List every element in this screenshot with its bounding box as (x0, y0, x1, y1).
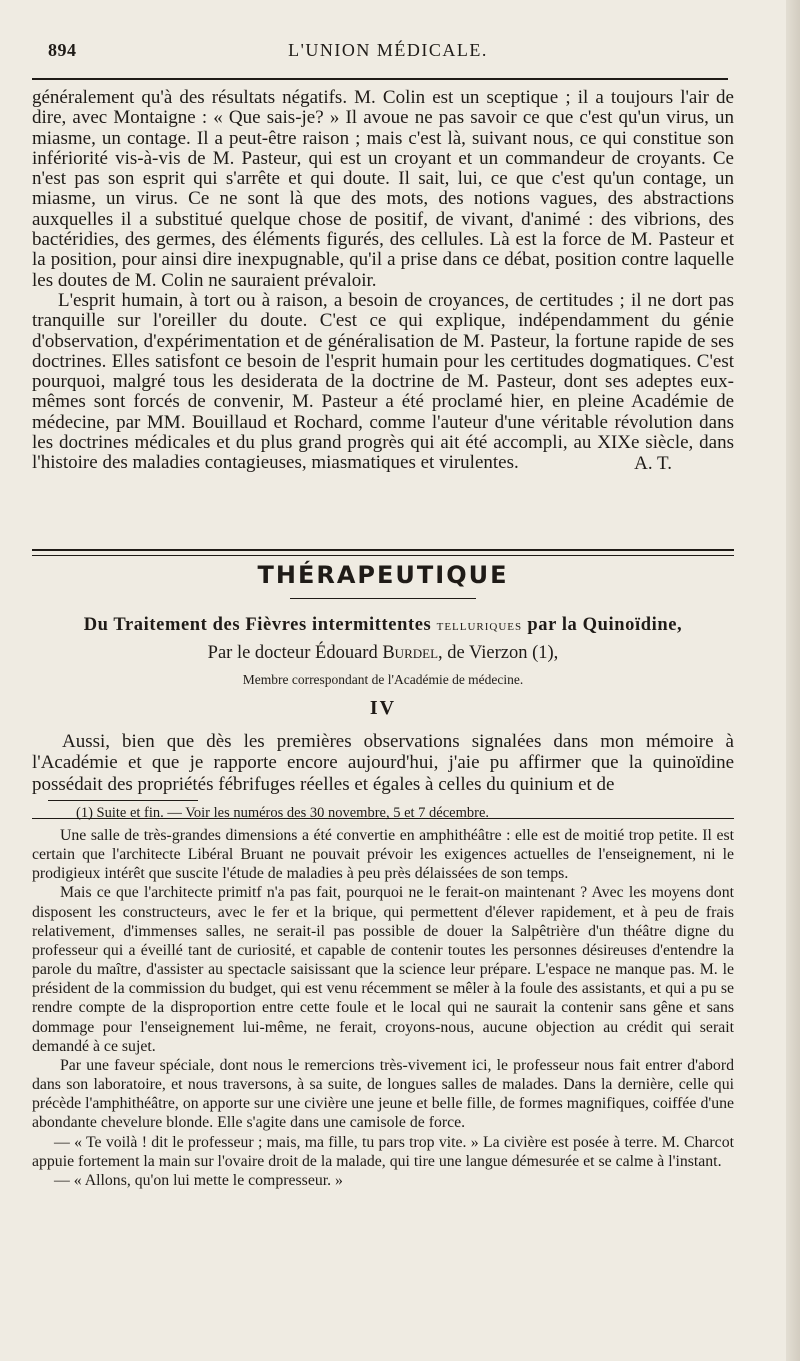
feuilleton-text (32, 826, 734, 1190)
footnote-rule (48, 800, 198, 801)
article-title-small: telluriques (436, 618, 523, 634)
intro-paragraph-1: généralement qu'à des résultats négatifs. M. Colin est un sceptique ; il a toujours l'air de dire, avec Montaigne : « Que sais-je? » Il avoue ne pas savoir ce que c'est qu'un virus, un miasme, un contage. Il a peut-être raison ; mais c'est là, suivant nous, ce qui constitue son infériorité vis-à-vis de M. Pasteur, qui est un croyant et un commandeur de croyants. Ce n'est pas son esprit qui s'arrête et qui doute. Il sait, lui, ce que c'est qu'un contage, un miasme, un virus. Ce ne sont là que des mots, des notions vagues, des abstractions auxquelles il a substitué quelque chose de positif, de vivant, d'animé : des vibrions, des bactéridies, des germes, des éléments figurés, des cellules. Là est la force de M. Pasteur et la position, pour ainsi dire inexpugnable, qu'il a prise dans ce débat, position contre laquelle les doutes de M. Colin ne sauraient prévaloir. (32, 87, 734, 291)
intro-paragraph-2: L'esprit humain, à tort ou à raison, a besoin de croyances, de certitudes ; il ne dort pas tranquille sur l'oreiller du doute. C'est ce qui explique, indépendamment du génie d'observation, d'expérimentation et de généralisation de M. Pasteur, la fortune rapide de ses doctrines. Elles satisfont ce besoin de l'esprit humain pour les certitudes dogmatiques. C'est pourquoi, malgré tous les desiderata de la doctrine de M. Pasteur, dont ses adeptes eux-mêmes sont forcés de convenir, M. Pasteur a été proclamé hier, en pleine Académie de médecine, par MM. Bouillaud et Rochard, comme l'auteur d'une véritable révolution dans les doctrines médicales et du plus grand progrès qui ait été accompli, au XIXe siècle, dans l'histoire des maladies contagieuses, miasmatiques et virulentes. (32, 289, 734, 474)
author-suffix: , de Vierzon (1), (438, 643, 559, 663)
footnote: (1) Suite et fin. — Voir les numéros des 30 novembre, 5 et 7 décembre. (76, 805, 490, 821)
section-title-rule (290, 598, 476, 599)
article-body (32, 731, 734, 795)
feuilleton-paragraph-4: — « Te voilà ! dit le professeur ; mais, ma fille, tu pars trop vite. » La civière est posée à terre. M. Charcot appuie fortement la main sur l'ovaire droit de la malade, qui tire une langue démesurée et se calme à l'instant. (32, 1133, 734, 1170)
page-number: 894 (48, 40, 77, 60)
feuilleton-paragraph-2: Mais ce que l'architecte primitf n'a pas fait, pourquoi ne le ferait-on maintenant ? Avec les moyens dont disposent les constructeurs, avec le fer et la brique, qui permettent d'élever rapidement, et à peu de frais relativement, d'immenses salles, ne serait-il pas possible de douer la Salpêtrière d'un théâtre digne du professeur qui a éveillé tant de curiosité, et capable de contenir toutes les personnes désireuses d'entendre la parole du maître, d'assister au spectacle saisissant que la science leur prépare. L'espace ne manque pas. M. le président de la commission du budget, qui est venu récemment se mêler à la foule des assistants, et qui a pu se rendre compte de la disproportion entre cette foule et le local qui ne saurait la contenir sans gêne et sans dommage pour l'enseignement lui-même, ne ferait, croyons-nous, aucune objection au crédit qui serait demandé à ce sujet. (32, 884, 734, 1055)
feuilleton-paragraph-5: — « Allons, qu'on lui mette le compresseur. » (54, 1171, 343, 1189)
section-title: THÉRAPEUTIQUE (257, 561, 509, 589)
feuilleton-rule (32, 818, 734, 819)
part-number: IV (369, 697, 397, 719)
article-title-end: par la Quinoïdine, (527, 615, 683, 635)
article-author (32, 643, 734, 664)
page-header (48, 36, 728, 66)
feuilleton-paragraph-3: Par une faveur spéciale, dont nous le remercions très-vivement ici, le professeur nous fait entrer d'abord dans son laboratoire, et nous traversons, à sa suite, de longues salles de malades. Dans la dernière, celle qui précède l'amphithéâtre, on apporte sur une civière une jeune et belle fille, de formes magnifiques, coiffée d'une abondante chevelure blonde. Elle s'agite dans une camisole de force. (32, 1056, 734, 1132)
author-name: Burdel (382, 643, 439, 663)
article-title-start: Du Traitement des Fièvres intermittentes (83, 615, 432, 635)
author-prefix: Par le docteur Édouard (207, 643, 378, 663)
page-edge (786, 0, 800, 1361)
article-title (32, 615, 734, 636)
intro-text (32, 88, 734, 474)
feuilleton-paragraph-1: Une salle de très-grandes dimensions a été convertie en amphithéâtre : elle est de moitié trop petite. Il est certain que l'architecte Libéral Bruant ne pouvait prévoir les exigences actuelles de l'enseignement, ni le prodigieux intérêt que suscite l'étude de maladies à peu près délaissées de son temps. (32, 827, 734, 883)
header-rule (32, 78, 728, 80)
signature: A. T. (634, 452, 672, 474)
journal-title: L'UNION MÉDICALE. (288, 40, 488, 60)
article-paragraph: Aussi, bien que dès les premières observations signalées dans mon mémoire à l'Académie et que je rapporte encore aujourd'hui, j'aie pu affirmer que la quinoïdine possédait des propriétés fébrifuges réelles et égales à celles du quinium et de (32, 731, 734, 795)
section-rule (32, 549, 734, 556)
author-membership: Membre correspondant de l'Académie de médecine. (242, 672, 524, 687)
